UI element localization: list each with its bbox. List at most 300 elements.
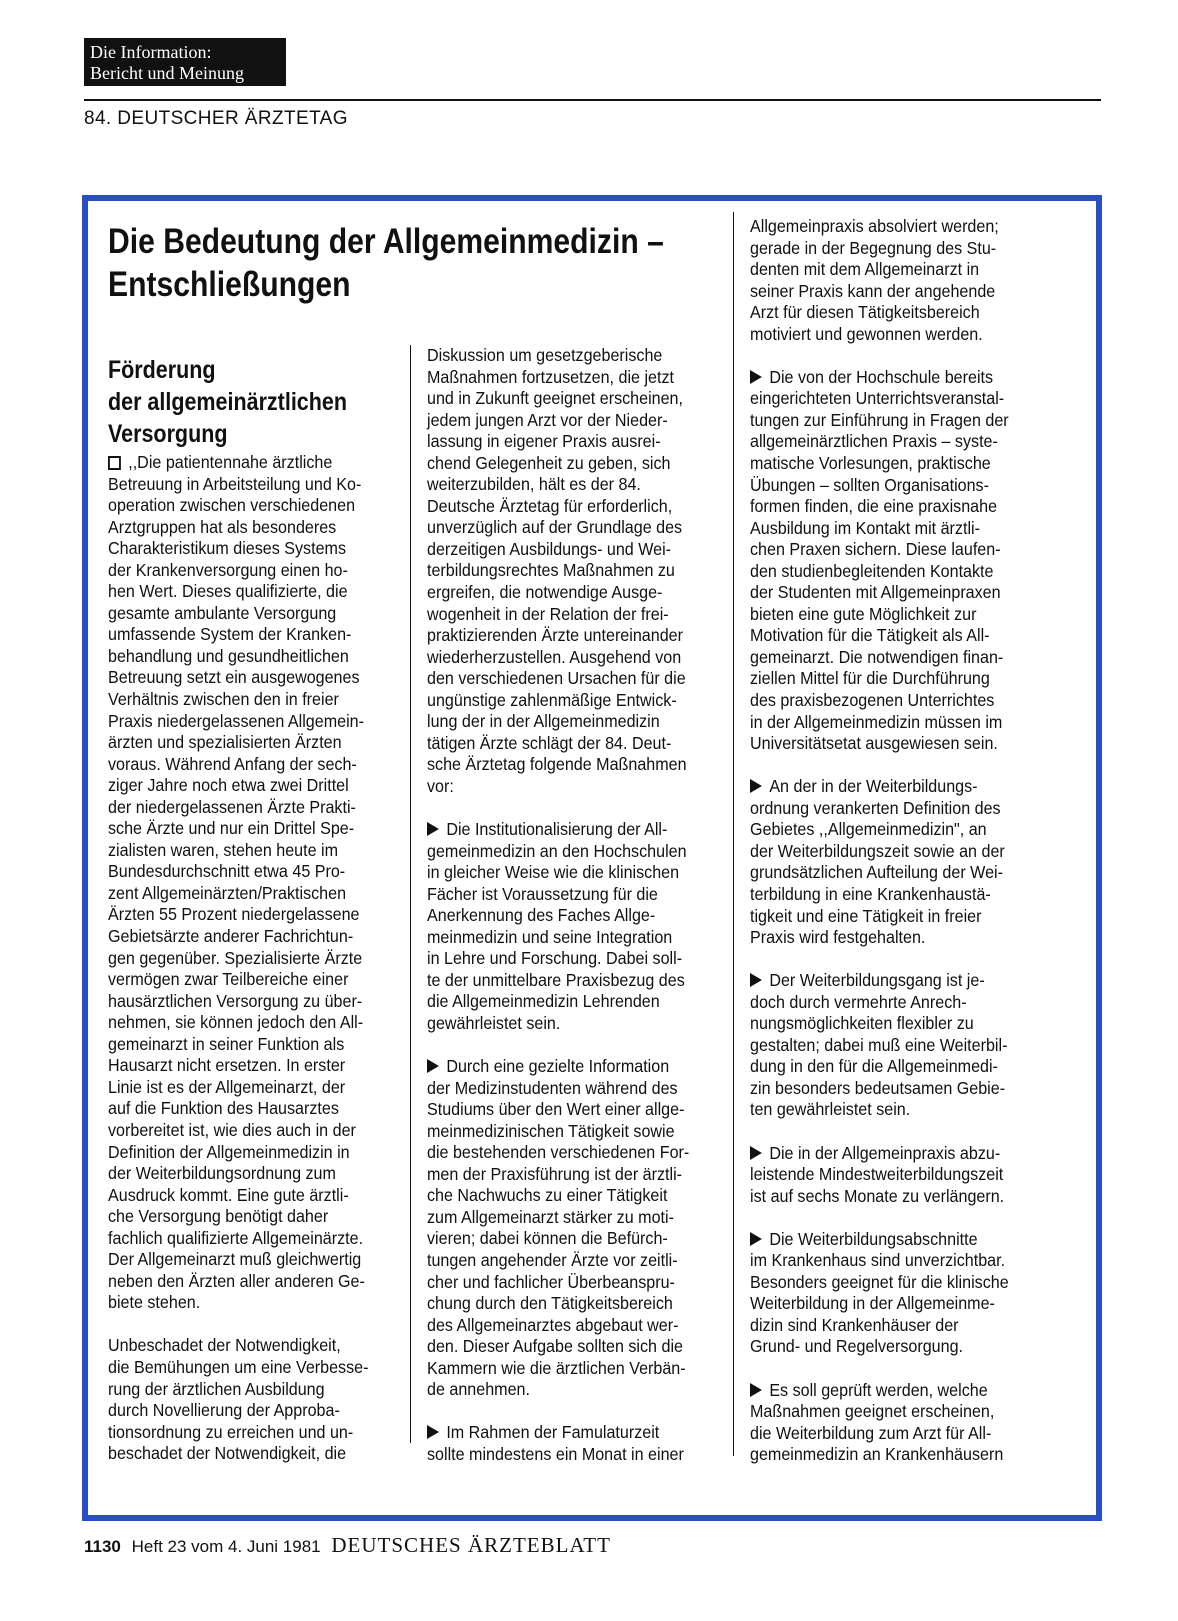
text-line <box>427 841 688 863</box>
text-line-content: gestalten; dabei muß eine Weiterbil- <box>750 1034 1008 1055</box>
text-line <box>427 431 688 453</box>
text-line-content: Betreuung setzt ein ausgewogenes <box>108 667 360 688</box>
text-line-content: meinmedizin und seine Integration <box>427 926 673 947</box>
text-line-content: im Krankenhaus sind unverzichtbar. <box>750 1250 1006 1271</box>
text-line-content: in der Allgemeinmedizin müssen im <box>750 711 1003 732</box>
text-line-content: Der Allgemeinarzt muß gleichwertig <box>108 1249 362 1270</box>
text-line <box>427 367 688 389</box>
text-line-content: Grund- und Regelversorgung. <box>750 1336 964 1357</box>
text-line <box>108 1228 369 1250</box>
text-line <box>427 453 688 475</box>
text-line-content: Definition der Allgemeinmedizin in <box>108 1141 350 1162</box>
text-line-content: Kammern wie die ärztlichen Verbän- <box>427 1357 686 1378</box>
text-line <box>750 475 1011 497</box>
bullet-triangle-icon <box>750 973 762 987</box>
text-line <box>750 324 1011 346</box>
text-line-content: Durch eine gezielte Information <box>446 1056 670 1077</box>
text-line-content: chend Gelegenheit zu geben, sich <box>427 452 671 473</box>
text-line <box>108 775 369 797</box>
text-line-content: gemeinmedizin an Krankenhäusern <box>750 1444 1004 1465</box>
text-line <box>750 927 1011 949</box>
text-line <box>750 798 1011 820</box>
text-line <box>108 646 369 668</box>
text-line <box>427 1185 688 1207</box>
text-column-2 <box>427 345 711 1465</box>
text-line-content: jedem jungen Arzt vor der Nieder- <box>427 409 668 430</box>
text-line <box>427 1444 688 1466</box>
text-line-content: sche Ärzte und nur ein Drittel Spe- <box>108 818 355 839</box>
text-line <box>750 862 1011 884</box>
text-line <box>750 1035 1011 1057</box>
text-line-content: Arzt für diesen Tätigkeitsbereich <box>750 302 980 323</box>
text-line <box>108 926 369 948</box>
text-line-content: der niedergelassenen Ärzte Prakti- <box>108 796 356 817</box>
title-line-2: Entschließungen <box>108 265 351 304</box>
bullet-triangle-icon <box>750 370 762 384</box>
text-line <box>750 410 1011 432</box>
text-line-content: ordnung verankerten Definition des <box>750 797 1001 818</box>
text-line-content: tionsordnung zu erreichen und un- <box>108 1421 354 1442</box>
column-divider-2 <box>733 212 734 1456</box>
text-line <box>427 1121 688 1143</box>
text-line-content: che Nachwuchs zu einer Tätigkeit <box>427 1185 668 1206</box>
text-line <box>427 776 688 798</box>
text-line-content: vorbereitet ist, wie dies auch in der <box>108 1119 356 1140</box>
text-line <box>750 1186 1011 1208</box>
text-line-content: Besonders geeignet für die klinische <box>750 1271 1009 1292</box>
text-line-content: umfassende System der Kranken- <box>108 624 352 645</box>
text-line-content: chen Praxen sichern. Diese laufen- <box>750 539 1001 560</box>
text-line-content: neben den Ärzten aller anderen Ge- <box>108 1270 365 1291</box>
text-line <box>427 1099 688 1121</box>
text-line <box>427 970 688 992</box>
text-line <box>750 216 1011 238</box>
text-line <box>750 453 1011 475</box>
text-line-content: zin besonders bedeutsamen Gebie- <box>750 1077 1006 1098</box>
text-line <box>750 1250 1011 1272</box>
text-line <box>108 1292 369 1314</box>
text-line <box>750 431 1011 453</box>
text-line-content: behandlung und gesundheitlichen <box>108 645 349 666</box>
text-line-content: motiviert und gewonnen werden. <box>750 323 983 344</box>
subhead-line-3: Versorgung <box>108 420 228 448</box>
text-line <box>427 754 688 776</box>
text-line <box>750 668 1011 690</box>
bullet-triangle-icon <box>750 1232 762 1246</box>
text-line-content: Hausarzt nicht ersetzen. In erster <box>108 1055 346 1076</box>
text-line-content: gen gegenüber. Spezialisierte Ärzte <box>108 947 363 968</box>
text-line-content: te der unmittelbare Praxisbezug des <box>427 969 685 990</box>
text-line-content: ärzten und spezialisierten Ärzten <box>108 732 342 753</box>
text-line-content: Diskussion um gesetzgeberische <box>427 345 663 365</box>
text-line <box>427 668 688 690</box>
text-line-content: Deutsche Ärztetag für erforderlich, <box>427 495 673 516</box>
text-line <box>750 1056 1011 1078</box>
text-line <box>427 711 688 733</box>
text-line <box>750 604 1011 626</box>
text-line <box>427 819 688 841</box>
text-line-content: gerade in der Begegnung des Stu- <box>750 237 997 258</box>
text-line-content: Praxis niedergelassenen Allgemein- <box>108 710 364 731</box>
text-line <box>750 690 1011 712</box>
text-line <box>750 970 1011 992</box>
text-line <box>750 906 1011 928</box>
paragraph <box>427 1422 711 1465</box>
text-line-content: tätigen Ärzte schlägt der 84. Deut- <box>427 732 672 753</box>
text-line <box>108 1185 369 1207</box>
text-line <box>108 840 369 862</box>
text-line-content: wogenheit in der Relation der frei- <box>427 603 669 624</box>
text-line <box>750 776 1011 798</box>
text-line-content: nehmen, sie können jedoch den All- <box>108 1012 364 1033</box>
text-line <box>427 905 688 927</box>
text-line <box>108 603 369 625</box>
text-line <box>750 281 1011 303</box>
text-line-content: denten mit dem Allgemeinarzt in <box>750 259 980 280</box>
text-column-1 <box>108 452 392 1465</box>
paragraph <box>750 970 1034 1121</box>
text-line-content: lung der in der Allgemeinmedizin <box>427 711 660 732</box>
text-line-content: leistende Mindestweiterbildungszeit <box>750 1164 1004 1185</box>
text-line <box>108 495 369 517</box>
text-line <box>108 1271 369 1293</box>
paragraph <box>108 452 392 1314</box>
text-line-content: Die von der Hochschule bereits <box>769 366 994 387</box>
text-line <box>108 1034 369 1056</box>
text-line-content: der Weiterbildungsordnung zum <box>108 1163 336 1184</box>
text-line <box>427 1207 688 1229</box>
text-line-content: gemeinmedizin an den Hochschulen <box>427 840 687 861</box>
text-line <box>750 561 1011 583</box>
text-line <box>750 259 1011 281</box>
text-line-content: Praxis wird festgehalten. <box>750 927 926 948</box>
text-line-content: Im Rahmen der Famulaturzeit <box>446 1422 660 1443</box>
text-line-content: auf die Funktion des Hausarztes <box>108 1098 339 1119</box>
text-line <box>750 496 1011 518</box>
text-line <box>427 1056 688 1078</box>
text-line-content: cher und fachlicher Überbeanspru- <box>427 1271 675 1292</box>
text-line <box>750 1315 1011 1337</box>
text-line-content: des praxisbezogenen Unterrichtes <box>750 690 995 711</box>
text-line-content: Verhältnis zwischen den in freier <box>108 689 339 710</box>
paragraph <box>750 1380 1034 1466</box>
bullet-triangle-icon <box>750 1146 762 1160</box>
text-line-content: die Weiterbildung zum Arzt für All- <box>750 1422 992 1443</box>
text-line-content: der Weiterbildungszeit sowie an der <box>750 840 1005 861</box>
text-line-content: vor: <box>427 775 454 796</box>
text-line-content: Linie ist es der Allgemeinarzt, der <box>108 1076 346 1097</box>
text-line <box>108 1077 369 1099</box>
text-line-content: doch durch vermehrte Anrech- <box>750 991 967 1012</box>
text-line-content: und in Zukunft geeignet erscheinen, <box>427 388 683 409</box>
text-line <box>750 1423 1011 1445</box>
text-line <box>750 1293 1011 1315</box>
text-line-content: Fächer ist Voraussetzung für die <box>427 883 658 904</box>
text-line <box>750 712 1011 734</box>
column-divider-1 <box>410 345 411 1443</box>
text-line-content: terbildung in eine Krankenhaustä- <box>750 883 991 904</box>
text-line-content: meinmedizinischen Tätigkeit sowie <box>427 1120 675 1141</box>
text-line-content: Übungen – sollten Organisations- <box>750 474 989 495</box>
text-line <box>427 1142 688 1164</box>
text-line <box>108 1379 369 1401</box>
text-line <box>108 689 369 711</box>
text-line <box>750 1078 1011 1100</box>
text-line <box>750 388 1011 410</box>
text-line <box>427 1315 688 1337</box>
text-line-content: beschadet der Notwendigkeit, die <box>108 1443 347 1464</box>
section-heading: 84. DEUTSCHER ÄRZTETAG <box>84 108 348 129</box>
text-line-content: Maßnahmen fortzusetzen, die jetzt <box>427 366 674 387</box>
paragraph <box>750 216 1034 345</box>
text-line <box>108 1142 369 1164</box>
article-subheading <box>108 354 418 450</box>
text-line <box>750 647 1011 669</box>
text-line <box>750 1380 1011 1402</box>
text-line <box>427 560 688 582</box>
bullet-triangle-icon <box>750 779 762 793</box>
text-line <box>108 1206 369 1228</box>
bullet-triangle-icon <box>427 1059 439 1073</box>
text-line-content: der Krankenversorgung einen ho- <box>108 559 348 580</box>
text-line <box>750 1336 1011 1358</box>
text-line-content: dung in den für die Allgemeinmedi- <box>750 1056 998 1077</box>
text-line <box>427 884 688 906</box>
text-line <box>108 1120 369 1142</box>
text-column-3 <box>750 216 1034 1466</box>
text-line <box>427 1272 688 1294</box>
text-line-content: Maßnahmen geeignet erscheinen, <box>750 1401 995 1422</box>
text-line-content: Charakteristikum dieses Systems <box>108 538 347 559</box>
text-line-content: tungen angehender Ärzte vor zeitli- <box>427 1249 678 1270</box>
text-line <box>427 517 688 539</box>
text-line <box>108 474 369 496</box>
bullet-triangle-icon <box>427 1425 439 1439</box>
text-line <box>750 625 1011 647</box>
text-line-content: Anerkennung des Faches Allge- <box>427 905 656 926</box>
paragraph <box>750 1229 1034 1358</box>
text-line <box>427 1422 688 1444</box>
text-line-content: in Lehre und Forschung. Dabei soll- <box>427 948 683 969</box>
text-line-content: ziger Jahre noch etwa zwei Drittel <box>108 775 349 796</box>
paragraph <box>750 367 1034 755</box>
text-line-content: matische Vorlesungen, praktische <box>750 453 991 474</box>
text-line-content: voraus. Während Anfang der sech- <box>108 753 357 774</box>
text-line-content: unverzüglich auf der Grundlage des <box>427 517 683 538</box>
text-line-content: bieten eine gute Möglichkeit zur <box>750 603 977 624</box>
text-line <box>108 883 369 905</box>
rubric-line-1: Die Information: <box>90 42 212 62</box>
text-line <box>750 1401 1011 1423</box>
text-line-content: ,,Die patientennahe ärztliche <box>128 452 333 472</box>
text-line <box>750 1099 1011 1121</box>
text-line-content: nungsmöglichkeiten flexibler zu <box>750 1013 974 1034</box>
text-line <box>750 841 1011 863</box>
text-line <box>108 861 369 883</box>
text-line <box>427 1293 688 1315</box>
text-line <box>750 1444 1011 1466</box>
text-line-content: zialisten waren, stehen heute im <box>108 839 338 860</box>
text-line-content: men der Praxisführung ist der ärztli- <box>427 1163 683 1184</box>
text-line-content: seiner Praxis kann der angehende <box>750 280 996 301</box>
text-line <box>427 1164 688 1186</box>
text-line <box>108 1249 369 1271</box>
text-line-content: Arztgruppen hat als besonderes <box>108 516 337 537</box>
text-line <box>108 904 369 926</box>
text-line-content: Studiums über den Wert einer allge- <box>427 1099 685 1120</box>
text-line <box>750 1013 1011 1035</box>
text-line-content: des Allgemeinarztes abgebaut wer- <box>427 1314 679 1335</box>
subhead-line-1: Förderung <box>108 356 216 384</box>
text-line <box>750 992 1011 1014</box>
text-line <box>108 1163 369 1185</box>
text-line-content: sche Ärztetag folgende Maßnahmen <box>427 754 687 775</box>
text-line <box>427 388 688 410</box>
text-line-content: Ausbildung im Kontakt mit ärztli- <box>750 517 980 538</box>
text-line <box>108 732 369 754</box>
text-line-content: Der Weiterbildungsgang ist je- <box>769 970 985 991</box>
text-line-content: der Studenten mit Allgemeinpraxen <box>750 582 1001 603</box>
text-line-content: gemeinarzt in seiner Funktion als <box>108 1033 345 1054</box>
header-rule <box>84 99 1101 101</box>
text-line <box>427 1078 688 1100</box>
text-line <box>108 452 369 474</box>
text-line <box>108 1012 369 1034</box>
text-line <box>750 1143 1011 1165</box>
text-line <box>108 969 369 991</box>
text-line-content: hen Wert. Dieses qualifizierte, die <box>108 581 348 602</box>
text-line-content: gemeinarzt. Die notwendigen finan- <box>750 646 1004 667</box>
text-line <box>108 1098 369 1120</box>
text-line <box>427 1336 688 1358</box>
text-line <box>108 711 369 733</box>
text-line <box>108 1055 369 1077</box>
text-line <box>427 1379 688 1401</box>
text-line <box>427 410 688 432</box>
text-line-content: derzeitigen Ausbildungs- und Wei- <box>427 538 672 559</box>
text-line <box>108 1335 369 1357</box>
text-line <box>108 624 369 646</box>
text-line-content: zent Allgemeinärzten/Praktischen <box>108 882 347 903</box>
text-line-content: vermögen zwar Teilbereiche einer <box>108 969 349 990</box>
text-line <box>750 539 1011 561</box>
rubric-label <box>84 38 286 86</box>
text-line-content: wiederherzustellen. Ausgehend von <box>427 646 682 667</box>
paragraph <box>750 776 1034 948</box>
text-line <box>108 667 369 689</box>
text-line <box>427 733 688 755</box>
text-line-content: rung der ärztlichen Ausbildung <box>108 1378 325 1399</box>
text-line-content: ungünstige zahlenmäßige Entwick- <box>427 689 677 710</box>
text-line <box>750 518 1011 540</box>
text-line-content: Allgemeinpraxis absolviert werden; <box>750 216 999 236</box>
text-line-content: allgemeinärztlichen Praxis – syste- <box>750 431 998 452</box>
text-line-content: der Medizinstudenten während des <box>427 1077 678 1098</box>
text-line <box>750 1229 1011 1251</box>
text-line-content: die Allgemeinmedizin Lehrenden <box>427 991 660 1012</box>
text-line-content: de annehmen. <box>427 1379 530 1400</box>
text-line-content: operation zwischen verschiedenen <box>108 495 356 516</box>
text-line <box>750 367 1011 389</box>
paragraph <box>427 819 711 1034</box>
text-line <box>427 1013 688 1035</box>
text-line <box>427 539 688 561</box>
page-number: 1130 <box>84 1537 121 1556</box>
text-line <box>750 1164 1011 1186</box>
title-line-1: Die Bedeutung der Allgemeinmedizin – <box>108 222 664 261</box>
text-line <box>108 560 369 582</box>
text-line-content: in gleicher Weise wie die klinischen <box>427 862 680 883</box>
magazine-name: DEUTSCHES ÄRZTEBLATT <box>331 1533 611 1557</box>
text-line-content: Gebietes ,,Allgemeinmedizin", an <box>750 819 987 840</box>
text-line-content: Gebietsärzte anderer Fachrichtun- <box>108 926 354 947</box>
text-line <box>427 496 688 518</box>
text-line-content: Die Institutionalisierung der All- <box>446 819 668 840</box>
text-line-content: durch Novellierung der Approba- <box>108 1400 340 1421</box>
text-line-content: Unbeschadet der Notwendigkeit, <box>108 1335 341 1356</box>
text-line <box>427 625 688 647</box>
text-line <box>108 818 369 840</box>
text-line-content: Die in der Allgemeinpraxis abzu- <box>769 1142 1001 1163</box>
text-line-content: terbildungsrechtes Maßnahmen zu <box>427 560 675 581</box>
text-line-content: Universitätsetat ausgewiesen sein. <box>750 733 998 754</box>
paragraph <box>427 1056 711 1401</box>
text-line-content: die Bemühungen um eine Verbesse- <box>108 1356 369 1377</box>
text-line <box>108 797 369 819</box>
paragraph <box>108 1335 392 1464</box>
text-line-content: Bundesdurchschnitt etwa 45 Pro- <box>108 861 346 882</box>
text-line <box>427 862 688 884</box>
text-line-content: ergreifen, die notwendige Ausge- <box>427 582 663 603</box>
text-line <box>427 474 688 496</box>
text-line-content: hausärztlichen Versorgung zu über- <box>108 990 363 1011</box>
text-line <box>750 302 1011 324</box>
text-line-content: tigkeit und eine Tätigkeit in freier <box>750 905 982 926</box>
text-line-content: chung durch den Tätigkeitsbereich <box>427 1293 673 1314</box>
text-line-content: die bestehenden verschiedenen For- <box>427 1142 690 1163</box>
text-line <box>427 991 688 1013</box>
text-line-content: eingerichteten Unterrichtsveranstal- <box>750 388 1005 409</box>
text-line-content: ten gewährleistet sein. <box>750 1099 911 1120</box>
text-line <box>427 690 688 712</box>
text-line <box>750 733 1011 755</box>
text-line <box>427 948 688 970</box>
paragraph <box>750 1143 1034 1208</box>
bullet-triangle-icon <box>427 822 439 836</box>
text-line <box>750 1272 1011 1294</box>
text-line-content: sollte mindestens ein Monat in einer <box>427 1443 684 1464</box>
text-line <box>108 1422 369 1444</box>
text-line-content: lassung in eigener Praxis ausrei- <box>427 431 661 452</box>
text-line-content: Es soll geprüft werden, welche <box>769 1379 988 1400</box>
text-line-content: weiterzubilden, hält es der 84. <box>427 474 641 495</box>
text-line <box>108 1357 369 1379</box>
text-line <box>108 754 369 776</box>
text-line <box>427 647 688 669</box>
text-line <box>108 538 369 560</box>
text-line-content: vieren; dabei können die Befürch- <box>427 1228 668 1249</box>
text-line-content: fachlich qualifizierte Allgemeinärzte. <box>108 1227 364 1248</box>
text-line-content: An der in der Weiterbildungs- <box>769 776 978 797</box>
text-line <box>427 604 688 626</box>
text-line-content: ist auf sechs Monate zu verlängern. <box>750 1185 1005 1206</box>
subhead-line-2: der allgemeinärztlichen <box>108 388 347 416</box>
text-line <box>427 927 688 949</box>
text-line <box>750 884 1011 906</box>
text-line <box>108 991 369 1013</box>
text-line <box>108 517 369 539</box>
article-title <box>108 220 664 306</box>
